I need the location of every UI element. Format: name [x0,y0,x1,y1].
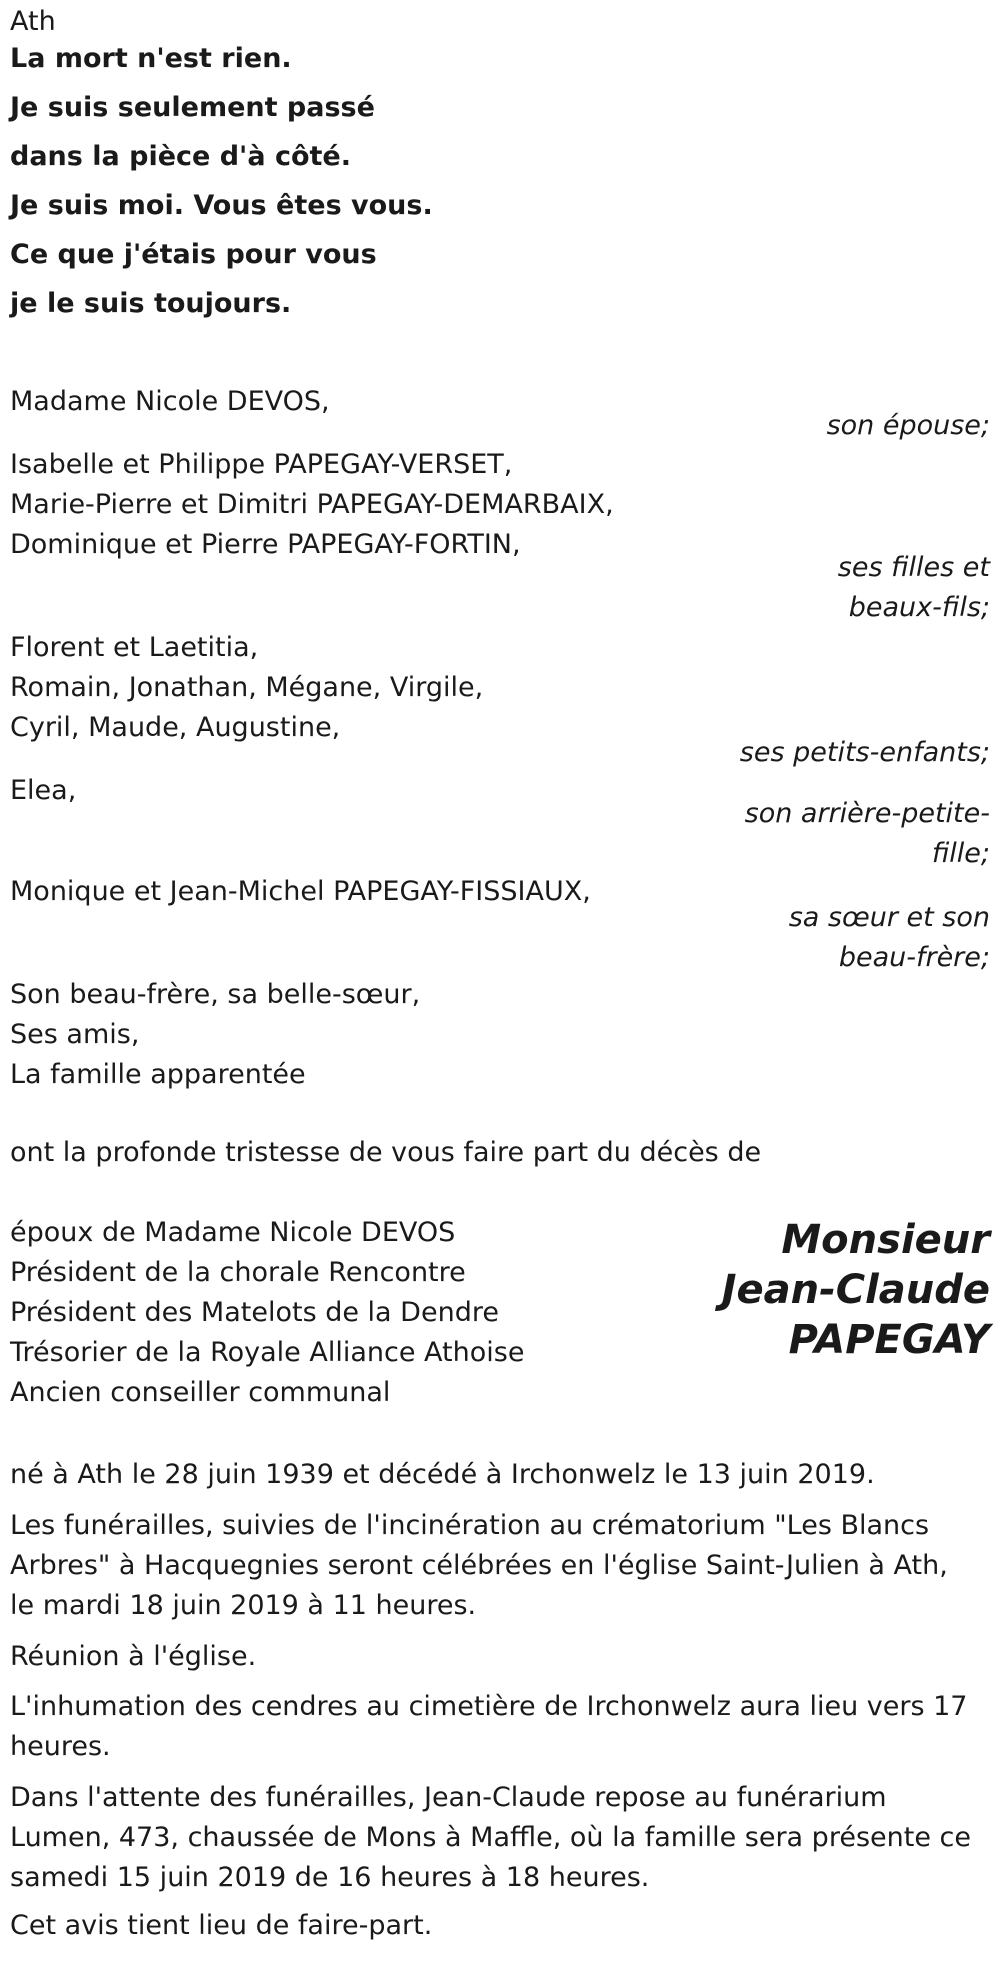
role-line: Président des Matelots de la Dendre [10,1297,499,1328]
poem-line: je le suis toujours. [10,288,292,319]
great-granddaughter-name: Elea, [10,775,77,806]
deceased-first-name: Jean-Claude [721,1267,990,1313]
funeral-details: Les funérailles, suivies de l'incinération au crématorium "Les Blancs Arbres" à Hacquegnies seront célébrées en l'église Saint-Julien à Ath, le mardi 18 juin 2019 à 11 heures. [10,1510,948,1621]
great-granddaughter-relation-1: son arrière-petite- [744,798,990,829]
grandchildren-line: Cyril, Maude, Augustine, [10,712,341,743]
role-line: Trésorier de la Royale Alliance Athoise [10,1337,525,1368]
closing-note: Cet avis tient lieu de faire-part. [10,1910,433,1941]
meeting-place: Réunion à l'église. [10,1641,257,1672]
role-line: époux de Madame Nicole DEVOS [10,1217,456,1248]
grandchildren-line: Florent et Laetitia, [10,632,259,663]
poem-line: Je suis seulement passé [10,92,375,123]
poem-line: dans la pièce d'à côté. [10,141,351,172]
grandchildren-relation: ses petits-enfants; [739,737,990,768]
viewing-details: Dans l'attente des funérailles, Jean-Claude repose au funérarium Lumen, 473, chaussée de Mons à Maffle, où la famille sera présente ce samedi 15 juin 2019 de 16 heures à 18 heures. [10,1782,971,1893]
daughter-couple: Isabelle et Philippe PAPEGAY-VERSET, [10,449,513,480]
poem-line: Ce que j'étais pour vous [10,239,377,270]
spouse-relation: son épouse; [826,410,990,441]
announcement-text: ont la profonde tristesse de vous faire part du décès de [10,1137,762,1168]
sister-relation-1: sa sœur et son [788,902,990,933]
poem-line: Je suis moi. Vous êtes vous. [10,190,433,221]
daughter-couple: Marie-Pierre et Dimitri PAPEGAY-DEMARBAIX, [10,489,614,520]
spouse-name: Madame Nicole DEVOS, [10,386,330,417]
daughters-relation-1: ses filles et [837,552,990,583]
daughter-couple: Dominique et Pierre PAPEGAY-FORTIN, [10,529,521,560]
great-granddaughter-relation-2: fille; [931,838,990,869]
poem [10,34,433,328]
sister-relation-2: beau-frère; [838,942,990,973]
grandchildren-list [10,628,483,748]
location-label: Ath [10,6,56,37]
ash-burial-details: L'inhumation des cendres au cimetière de Irchonwelz aura lieu vers 17 heures. [10,1691,968,1762]
poem-line: La mort n'est rien. [10,43,292,74]
daughters-relation-2: beaux-fils; [848,592,990,623]
deceased-roles [10,1213,524,1413]
other-relative-line: Ses amis, [10,1019,140,1050]
grandchildren-line: Romain, Jonathan, Mégane, Virgile, [10,672,484,703]
birth-death-line: né à Ath le 28 juin 1939 et décédé à Irchonwelz le 13 juin 2019. [10,1459,875,1490]
other-relatives [10,975,420,1095]
deceased-title: Monsieur [781,1217,990,1263]
daughters-list [10,445,614,565]
deceased-name [722,1215,990,1365]
other-relative-line: La famille apparentée [10,1059,306,1090]
sister-name: Monique et Jean-Michel PAPEGAY-FISSIAUX, [10,876,591,907]
role-line: Ancien conseiller communal [10,1377,391,1408]
deceased-last-name: PAPEGAY [788,1317,990,1363]
other-relative-line: Son beau-frère, sa belle-sœur, [10,979,421,1010]
role-line: Président de la chorale Rencontre [10,1257,466,1288]
